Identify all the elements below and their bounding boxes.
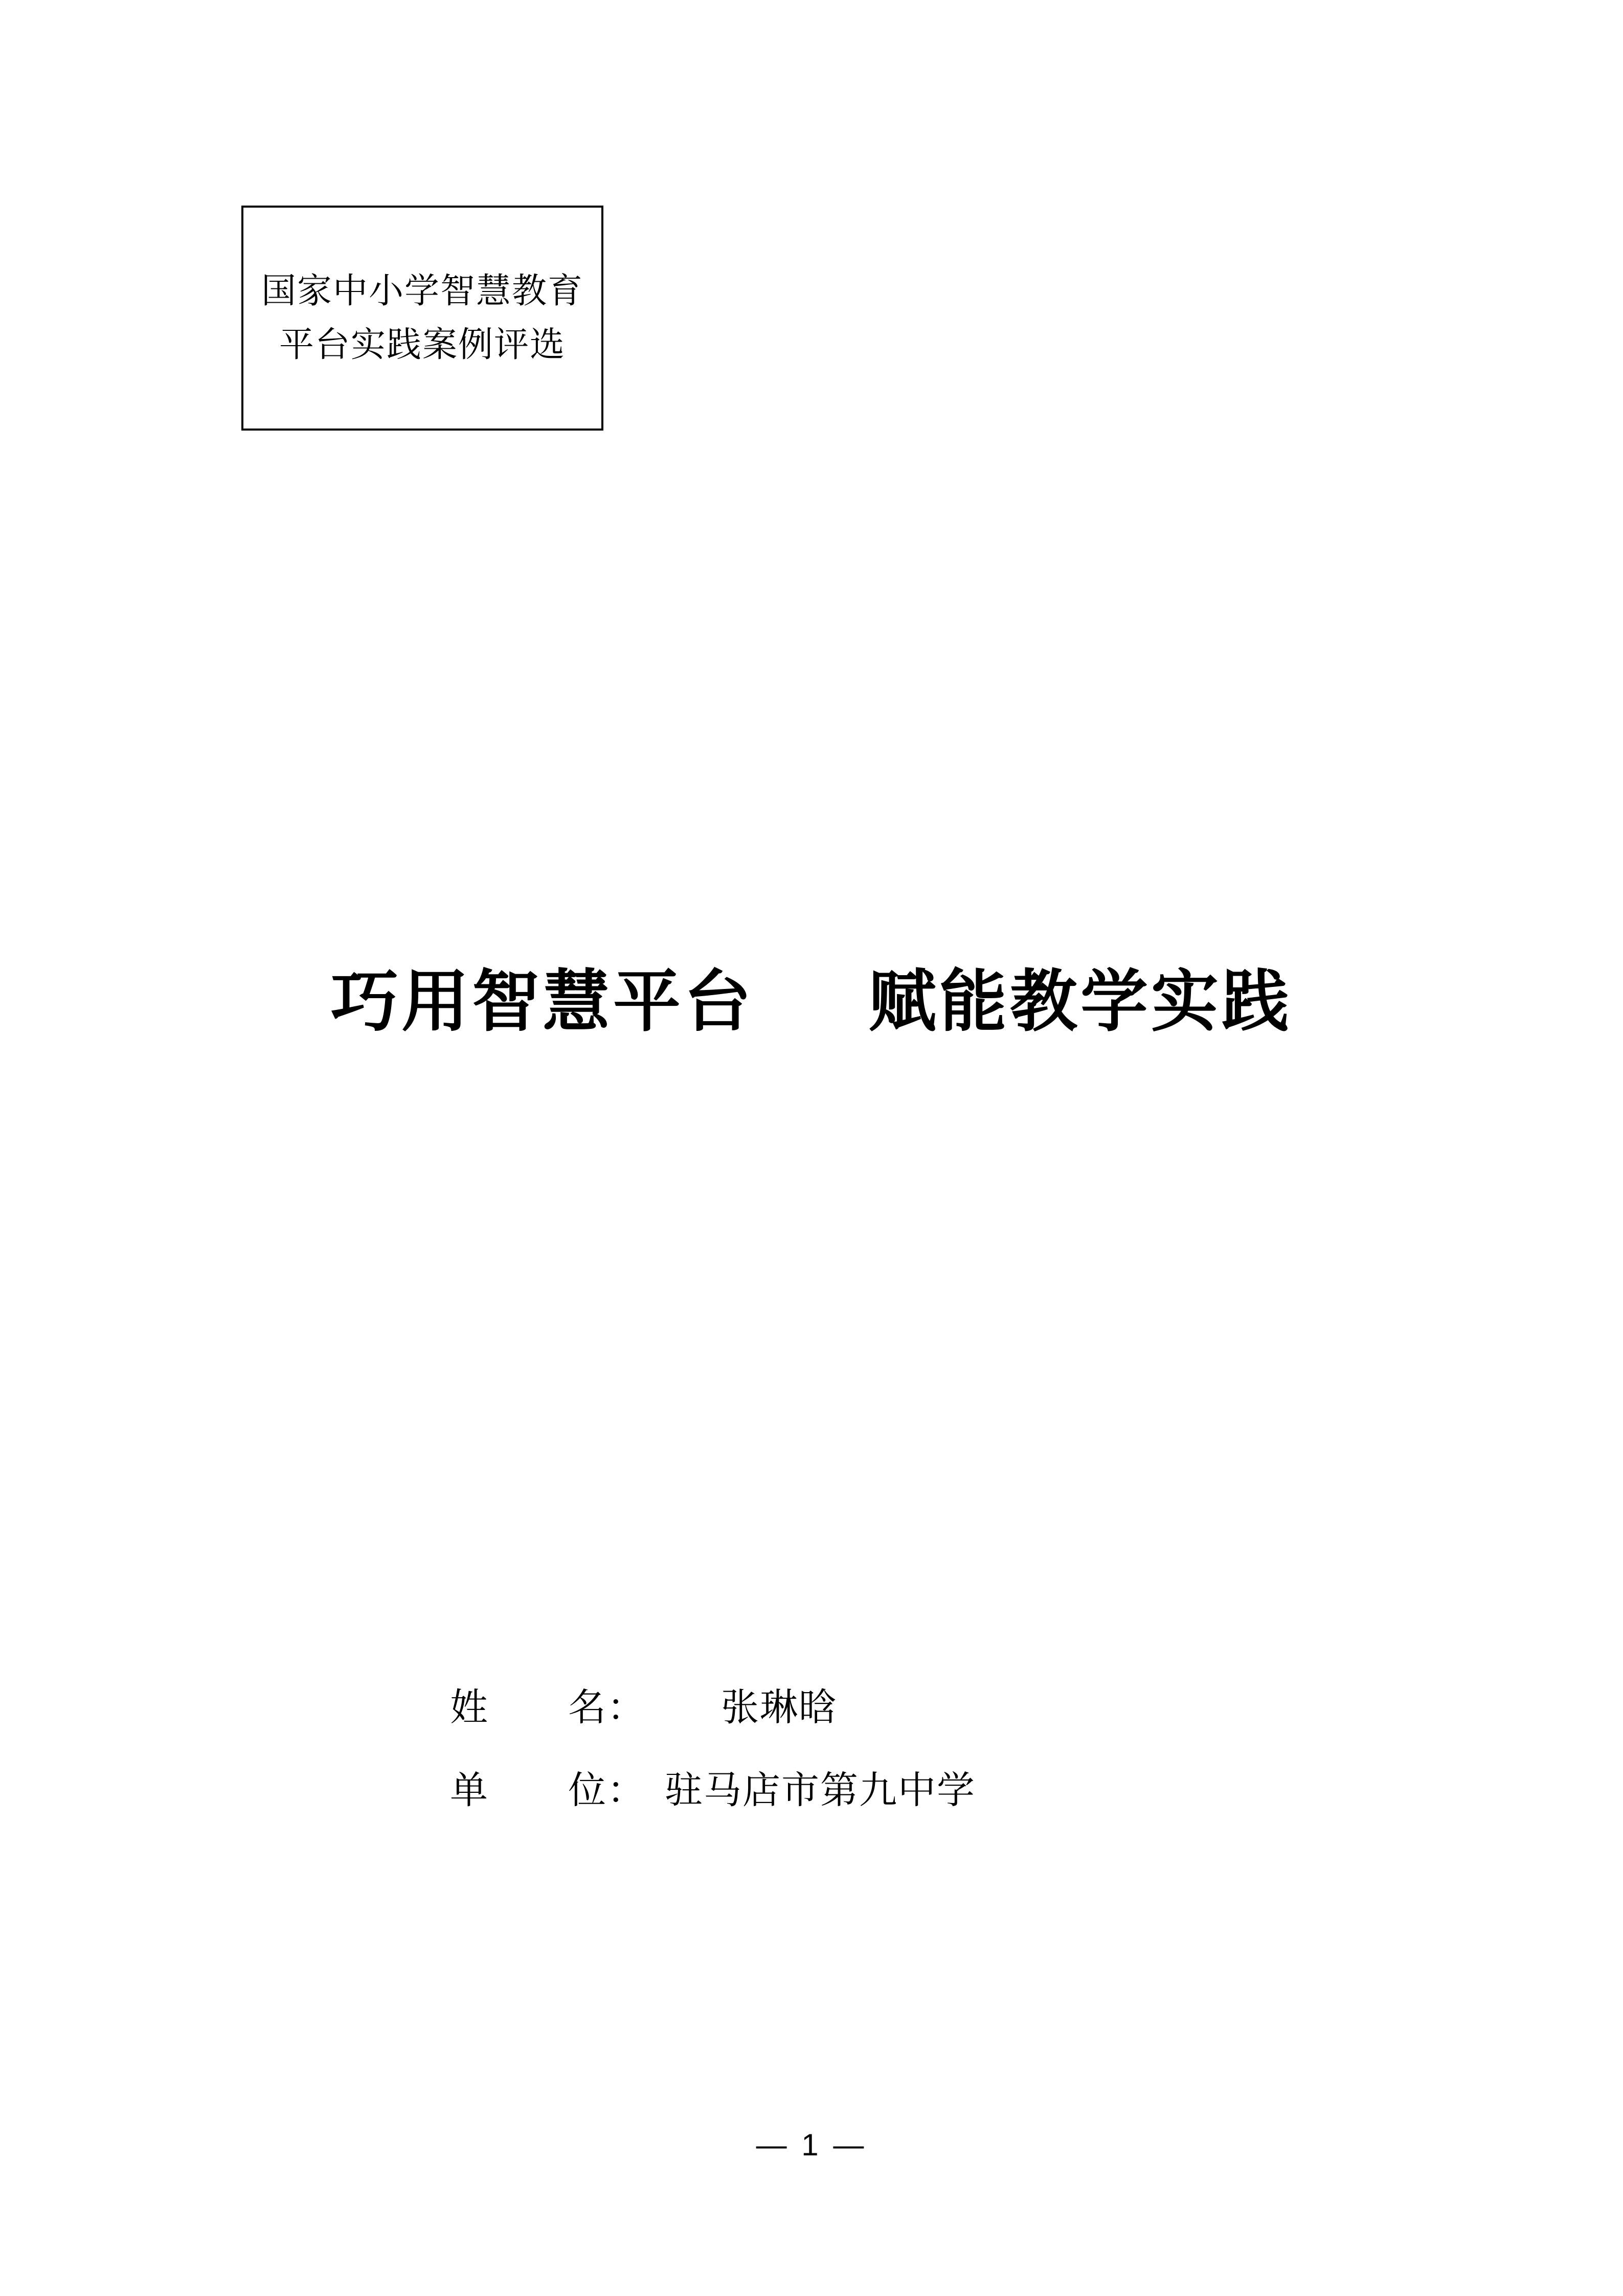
name-value: 张琳晗 <box>721 1686 838 1728</box>
page-number-footer: — 1 — <box>756 2128 867 2162</box>
stamp-line-2: 平台实践案例评选 <box>279 325 566 364</box>
author-info-block <box>450 1677 1268 1843</box>
stamp-line-1: 国家中小学智慧教育 <box>261 271 583 310</box>
unit-value: 驻马店市第九中学 <box>665 1769 976 1811</box>
title-part-2: 赋能教学实践 <box>868 962 1292 1041</box>
info-row-unit <box>450 1760 1268 1814</box>
name-label-colon: 名： <box>568 1686 646 1728</box>
unit-label <box>450 1760 665 1814</box>
competition-stamp-box <box>241 206 603 431</box>
name-label-text: 姓 <box>450 1686 489 1728</box>
info-row-name <box>450 1677 1268 1731</box>
unit-label-text: 单 <box>450 1769 489 1811</box>
title-part-1: 巧用智慧平台 <box>331 962 755 1041</box>
unit-label-colon: 位： <box>568 1769 646 1811</box>
name-label <box>450 1677 665 1731</box>
page-title <box>0 947 1623 1044</box>
